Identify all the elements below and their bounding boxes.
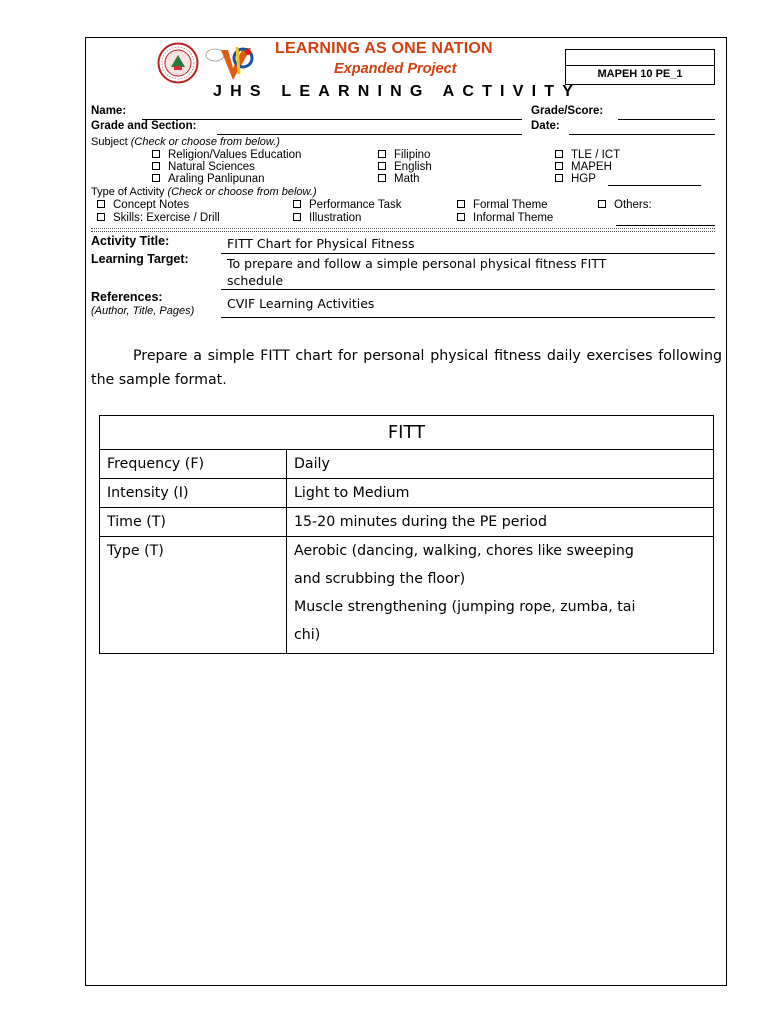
activity-title-value: FITT Chart for Physical Fitness xyxy=(227,236,415,251)
row-label: Intensity (I) xyxy=(100,479,287,508)
type-option-concept-notes[interactable] xyxy=(97,199,189,211)
subject-option-label: Religion/Values Education xyxy=(168,149,302,161)
subject-option-tle-ict[interactable] xyxy=(555,149,620,161)
subject-option-araling-panlipunan[interactable] xyxy=(152,173,265,185)
checkbox-icon[interactable] xyxy=(457,213,465,221)
checkbox-icon[interactable] xyxy=(378,150,386,158)
subject-option-label: Natural Sciences xyxy=(168,161,255,173)
type-value-line: Aerobic (dancing, walking, chores like sweeping xyxy=(294,543,634,559)
fitt-table xyxy=(99,415,714,654)
type-value-line: and scrubbing the floor) xyxy=(294,571,466,587)
type-option-label: Concept Notes xyxy=(113,199,190,211)
activity-code: MAPEH 10 PE_1 xyxy=(597,68,683,80)
subject-option-filipino[interactable] xyxy=(378,149,430,161)
program-subtitle: Expanded Project xyxy=(334,61,457,77)
table-header-row xyxy=(100,416,714,450)
checkbox-icon[interactable] xyxy=(152,162,160,170)
checkbox-icon[interactable] xyxy=(293,213,301,221)
subject-heading xyxy=(91,136,280,148)
type-option-label: Illustration xyxy=(309,212,362,224)
checkbox-icon[interactable] xyxy=(97,200,105,208)
name-label: Name: xyxy=(91,105,127,117)
subject-hint: (Check or choose from below.) xyxy=(130,136,280,148)
section-divider xyxy=(91,228,715,229)
activity-title-line xyxy=(221,253,715,254)
references-value: CVIF Learning Activities xyxy=(227,296,375,311)
checkbox-icon[interactable] xyxy=(555,162,563,170)
activity-heading: JHS LEARNING ACTIVITY xyxy=(213,83,582,100)
subject-option-label: Araling Panlipunan xyxy=(168,173,265,185)
instructions-paragraph xyxy=(91,344,722,392)
learning-target-line1: To prepare and follow a simple personal physical fitness FITT xyxy=(227,256,607,271)
type-option-label: Performance Task xyxy=(309,199,402,211)
others-field-line[interactable] xyxy=(616,225,715,226)
row-label: Time (T) xyxy=(100,508,287,537)
references-label: References: xyxy=(91,290,163,304)
fitt-heading: FITT xyxy=(100,416,714,450)
type-option-formal-theme[interactable] xyxy=(457,199,548,211)
checkbox-icon[interactable] xyxy=(598,200,606,208)
type-option-label: Formal Theme xyxy=(473,199,548,211)
row-value: Light to Medium xyxy=(287,479,714,508)
type-value-line: Muscle strengthening (jumping rope, zumba, tai xyxy=(294,599,636,615)
checkbox-icon[interactable] xyxy=(152,150,160,158)
references-hint: (Author, Title, Pages) xyxy=(91,305,195,317)
subject-option-english[interactable] xyxy=(378,161,432,173)
type-hint: (Check or choose from below.) xyxy=(167,186,317,198)
code-box-divider xyxy=(566,65,714,66)
grade-score-label: Grade/Score: xyxy=(531,105,604,117)
subject-option-label: TLE / ICT xyxy=(571,149,621,161)
checkbox-icon[interactable] xyxy=(97,213,105,221)
subject-option-label: Math xyxy=(394,173,420,185)
grade-score-field-line[interactable] xyxy=(618,119,715,120)
learning-target-label: Learning Target: xyxy=(91,252,189,266)
table-row xyxy=(100,537,714,654)
learning-target-line2: schedule xyxy=(227,273,284,288)
subject-option-math[interactable] xyxy=(378,173,420,185)
table-row xyxy=(100,479,714,508)
type-option-others[interactable] xyxy=(598,199,652,211)
instructions-text: Prepare a simple FITT chart for personal physical fitness daily exercises following the sample format. xyxy=(91,348,722,388)
checkbox-icon[interactable] xyxy=(152,174,160,182)
references-line xyxy=(221,317,715,318)
subject-option-natural-sciences[interactable] xyxy=(152,161,255,173)
section-divider xyxy=(91,231,715,232)
checkbox-icon[interactable] xyxy=(378,174,386,182)
table-row xyxy=(100,450,714,479)
type-option-performance-task[interactable] xyxy=(293,199,401,211)
learning-target-line xyxy=(221,289,715,290)
row-value: 15-20 minutes during the PE period xyxy=(287,508,714,537)
row-label: Type (T) xyxy=(100,537,287,654)
subject-option-label: Filipino xyxy=(394,149,431,161)
row-value: Daily xyxy=(287,450,714,479)
activity-title-label: Activity Title: xyxy=(91,234,170,248)
checkbox-icon[interactable] xyxy=(457,200,465,208)
type-option-label: Skills: Exercise / Drill xyxy=(113,212,220,224)
program-title: LEARNING AS ONE NATION xyxy=(275,40,493,57)
table-row xyxy=(100,508,714,537)
deped-seal-logo xyxy=(157,42,199,84)
checkbox-icon[interactable] xyxy=(378,162,386,170)
type-option-informal-theme[interactable] xyxy=(457,212,553,224)
subject-option-religion[interactable] xyxy=(152,149,301,161)
checkbox-icon[interactable] xyxy=(555,174,563,182)
subject-option-mapeh[interactable] xyxy=(555,161,612,173)
type-option-label: Others: xyxy=(614,199,652,211)
date-label: Date: xyxy=(531,120,560,132)
grade-section-label: Grade and Section: xyxy=(91,120,197,132)
subject-option-label: MAPEH xyxy=(571,161,612,173)
type-value-line: chi) xyxy=(294,627,321,643)
type-option-illustration[interactable] xyxy=(293,212,361,224)
checkbox-icon[interactable] xyxy=(293,200,301,208)
subject-label: Subject xyxy=(91,136,128,148)
type-option-label: Informal Theme xyxy=(473,212,554,224)
type-label: Type of Activity xyxy=(91,186,165,198)
date-field-line[interactable] xyxy=(569,134,715,135)
subject-option-label: HGP xyxy=(571,173,596,185)
checkbox-icon[interactable] xyxy=(555,150,563,158)
row-value xyxy=(287,537,714,654)
type-heading xyxy=(91,186,317,198)
division-logo xyxy=(203,44,265,82)
row-label: Frequency (F) xyxy=(100,450,287,479)
hgp-field-line[interactable] xyxy=(608,185,701,186)
type-option-skills[interactable] xyxy=(97,212,220,224)
grade-section-field-line[interactable] xyxy=(217,134,522,135)
subject-option-label: English xyxy=(394,161,432,173)
subject-option-hgp[interactable] xyxy=(555,173,596,185)
activity-code-box xyxy=(565,49,715,85)
name-field-line[interactable] xyxy=(142,119,522,120)
